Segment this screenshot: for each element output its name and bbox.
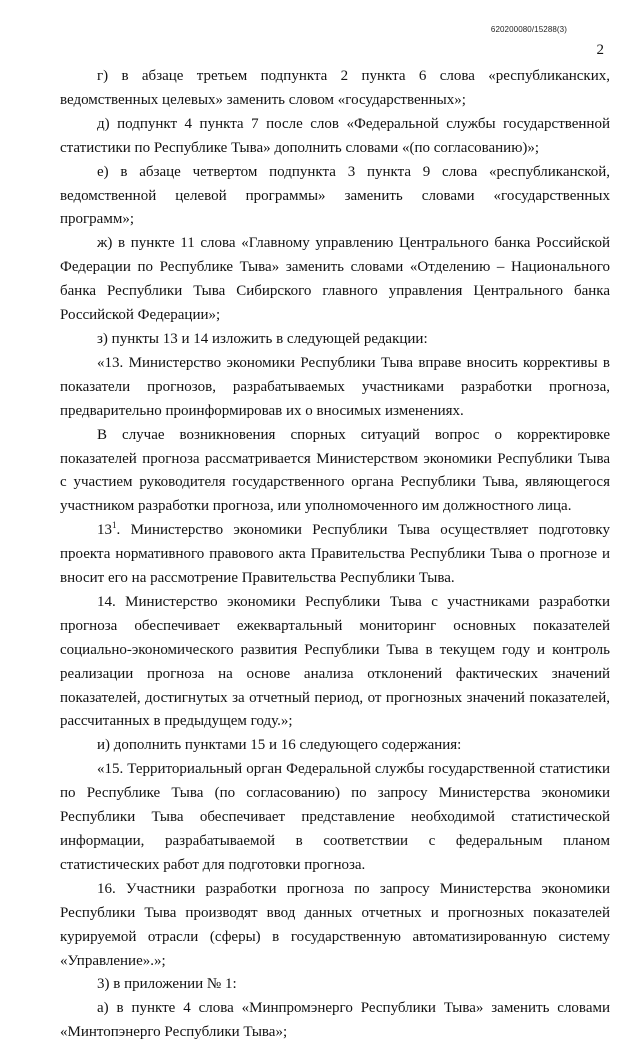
paragraph-item-15: «15. Территориальный орган Федеральной службы государственной статистики по Республике Тыва (по согласованию) по запросу Министерства экономики Республики Тыва обеспечивает представление необходимой статистической информации, разрабатываемой в соответствии с федеральным планом статистических работ для подготовки прогноза.: [60, 761, 610, 873]
paragraph-z: з) пункты 13 и 14 изложить в следующей редакции:: [97, 330, 428, 347]
item-superscript: 1: [112, 520, 117, 531]
page-number: 2: [596, 42, 604, 58]
item-number: 13: [97, 522, 112, 539]
paragraph-item-16: 16. Участники разработки прогноза по запросу Министерства экономики Республики Тыва производят ввод данных отчетных и прогнозных показателей курируемой отрасли (сферы) в государственную автоматизированную систему «Управление».»;: [60, 880, 610, 969]
document-id: 620200080/15288(3): [490, 25, 567, 34]
paragraph-disputes: В случае возникновения спорных ситуаций вопрос о корректировке показателей прогноза рассматривается Министерством экономики Республики Тыва с участием руководителя государственного органа Республики Тыва, являющегося участником разработки прогноза, или уполномоченного им должностного лица.: [60, 426, 610, 515]
paragraph-item-14: 14. Министерство экономики Республики Тыва с участниками разработки прогноза обеспечивает ежеквартальный мониторинг основных показателей социально-экономического развития Республики Тыва в текущем году и контроль реализации прогноза на основе анализа отклонений фактических значений показателей, достигнутых за отчетный период, от прогнозных значений показателей, рассчитанных в предыдущем году.»;: [60, 593, 610, 730]
document-body: [60, 65, 610, 1045]
paragraph-item-13: «13. Министерство экономики Республики Тыва вправе вносить коррективы в показатели прогнозов, разрабатываемых участниками разработки прогноза, предварительно проинформировав их о вносимых изменениях.: [60, 354, 610, 419]
paragraph-a: а) в пункте 4 слова «Минпромэнерго Республики Тыва» заменить словами «Минтопэнерго Республики Тыва»;: [60, 1000, 610, 1041]
paragraph-zh: ж) в пункте 11 слова «Главному управлению Центрального банка Российской Федерации по Республике Тыва» заменить словами «Отделению – Национального банка Республики Тыва Сибирского главного управления Центрального банка Российской Федерации»;: [60, 235, 610, 324]
paragraph-g: г) в абзаце третьем подпункта 2 пункта 6 слова «республиканских, ведомственных целевых» заменить словом «государственных»;: [60, 68, 610, 108]
paragraph-item-13-1: [60, 519, 610, 591]
paragraph-e: е) в абзаце четвертом подпункта 3 пункта 9 слова «республиканской, ведомственной целевой программы» заменить словами «государственных программ»;: [60, 163, 610, 228]
paragraph-appendix-1: 3) в приложении № 1:: [97, 976, 237, 993]
paragraph-d: д) подпункт 4 пункта 7 после слов «Федеральной службы государственной статистики по Республике Тыва» дополнить словами «(по согласованию)»;: [60, 115, 610, 156]
paragraph-i: и) дополнить пунктами 15 и 16 следующего содержания:: [97, 737, 462, 754]
item-text: . Министерство экономики Республики Тыва осуществляет подготовку проекта нормативного правового акта Правительства Республики Тыва о прогнозе и вносит его на рассмотрение Правительства Республики Тыва.: [60, 522, 610, 587]
